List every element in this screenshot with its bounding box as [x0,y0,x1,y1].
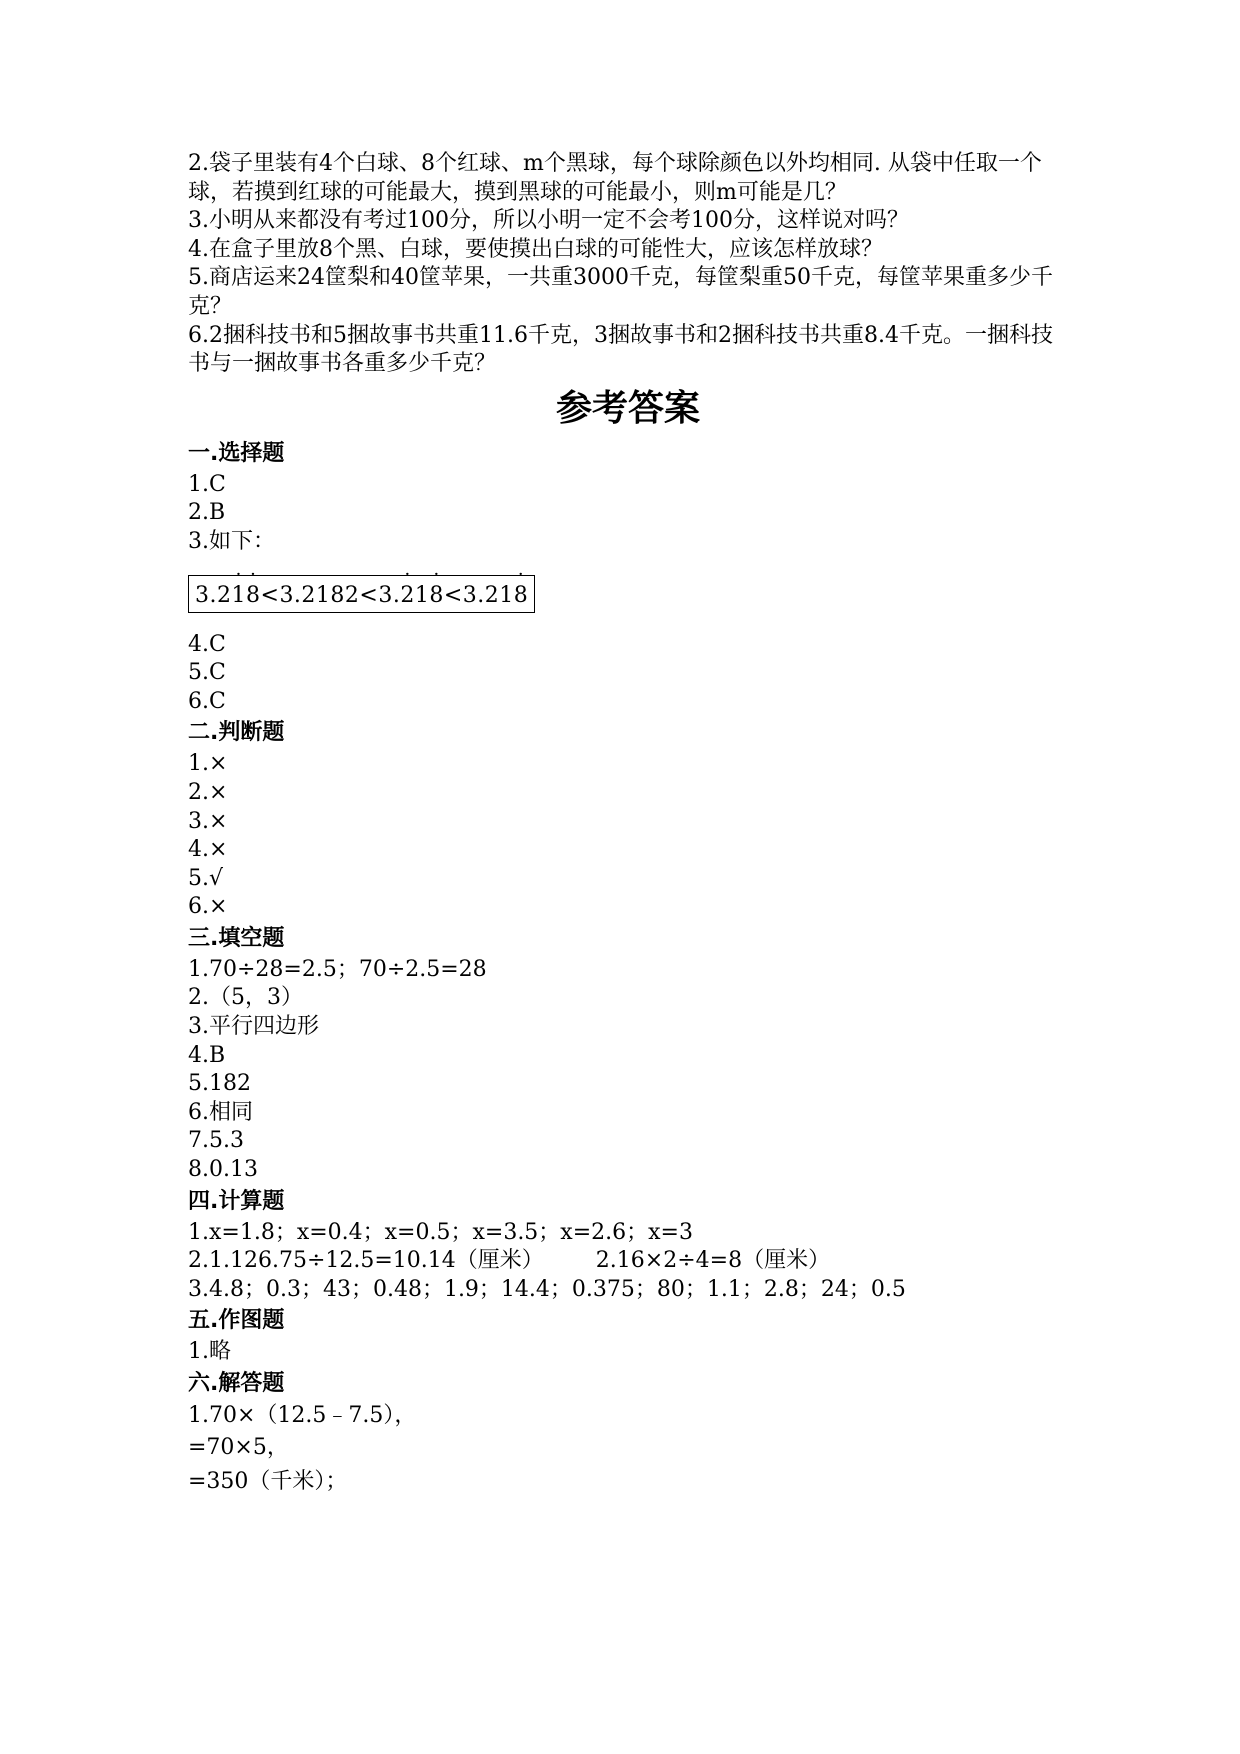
question-5: 5.商店运来24筐梨和40筐苹果，一共重3000千克，每筐梨重50千克，每筐苹果重多少千克？ [188,265,1053,319]
question-4: 4.在盒子里放8个黑、白球，要使摸出白球的可能性大，应该怎样放球？ [188,236,883,262]
answer-4-2-part-a: 2.1.126.75÷12.5=10.14（厘米） [188,1248,544,1274]
answer-4-2-part-b: 2.16×2÷4=8（厘米） [595,1248,831,1274]
less-than-sign: < [359,582,379,608]
answer-4-1: 1.x=1.8；x=0.4；x=0.5；x=3.5；x=2.6；x=3 [188,1219,693,1245]
answer-2-2: 2.× [188,779,228,805]
num-2: 3.2182 [279,582,360,608]
answer-2-3: 3.× [188,808,228,834]
answer-5-1: 1.略 [188,1339,231,1365]
less-than-sign: < [443,582,463,608]
answer-2-5: 5.√ [188,865,224,891]
answer-1-6: 6.C [188,688,226,714]
answer-2-1: 1.× [188,751,228,777]
answer-1-2: 2.B [188,500,226,526]
answer-4-3: 3.4.8；0.3；43；0.48；1.9；14.4；0.375；80；1.1；2.8；24；0.5 [188,1276,906,1302]
answer-title: 参考答案 [555,387,700,429]
question-2: 2.袋子里装有4个白球、8个红球、m个黑球，每个球除颜色以外均相同. 从袋中任取一个球，若摸到红球的可能最大，摸到黑球的可能最小，则m可能是几？ [188,151,1042,205]
answer-3-2: 2.（5，3） [188,985,303,1011]
less-than-sign: < [260,582,280,608]
repeat-dot-digit: · 8 [514,582,529,610]
question-3: 3.小明从来都没有考过100分，所以小明一定不会考100分，这样说对吗？ [188,208,909,234]
section-title-fill: 三.填空题 [188,925,285,951]
answer-3-5: 5.182 [188,1071,251,1097]
section-title-drawing: 五.作图题 [188,1308,285,1334]
answer-1-4: 4.C [188,631,226,657]
num-1-prefix: 3.2 [195,582,232,608]
section-title-calc: 四.计算题 [188,1188,285,1214]
answer-3-4: 4.B [188,1042,226,1068]
repeat-dot-digit: · 8 [429,582,444,610]
answer-1-5: 5.C [188,660,226,686]
answer-3-7: 7.5.3 [188,1128,244,1154]
answer-6-line-1: 1.70×（12.5﹣7.5）， [188,1403,417,1428]
repeat-dot-digit: · 8 [246,582,261,610]
answer-1-3: 3.如下： [188,528,275,554]
answer-6-line-2: =70×5， [188,1435,289,1460]
page-content [188,150,1068,1499]
section-title-solve: 六.解答题 [188,1371,285,1396]
answer-4-2 [188,1247,1068,1276]
num-3-middle: 1 [414,582,430,608]
num-3-prefix: 3. [378,582,401,608]
answer-2-6: 6.× [188,894,228,920]
section-title-choice: 一.选择题 [188,440,285,466]
answer-3-6: 6.相同 [188,1099,253,1125]
decimal-comparison-box [188,575,535,613]
repeat-dot-digit: · 2 [400,582,415,610]
answer-6-line-3: =350（千米）； [188,1469,348,1494]
num-4-prefix: 3.21 [462,582,514,608]
answer-3-8: 8.0.13 [188,1157,258,1183]
repeat-dot-digit: · 1 [232,582,247,610]
answer-3-1: 1.70÷28=2.5；70÷2.5=28 [188,956,487,982]
question-6: 6.2捆科技书和5捆故事书共重11.6千克，3捆故事书和2捆科技书共重8.4千克。一捆科技书与一捆故事书各重多少千克？ [188,322,1053,377]
answer-2-4: 4.× [188,837,228,863]
answer-3-3: 3.平行四边形 [188,1014,319,1040]
answer-1-1: 1.C [188,471,226,497]
comparison-box-wrapper [188,575,1068,613]
section-title-judge: 二.判断题 [188,720,285,746]
